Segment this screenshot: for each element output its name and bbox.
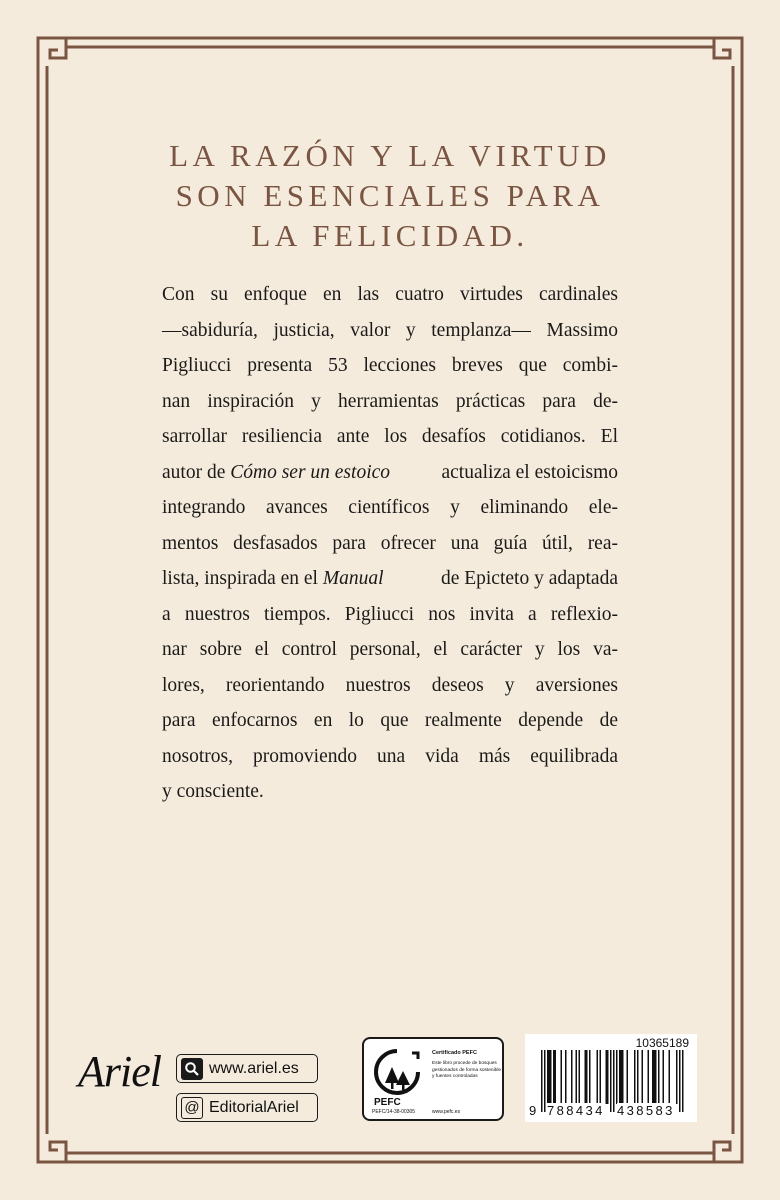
description-line (162, 561, 618, 597)
barcode-bar (619, 1050, 621, 1104)
greek-key-corner (714, 38, 742, 66)
barcode-bar (606, 1050, 608, 1104)
barcode-bar (585, 1050, 587, 1104)
internal-code: 10365189 (635, 1036, 689, 1050)
barcode-bar (597, 1050, 599, 1104)
description-line: a nuestros tiempos. Pigliucci nos invita a reflexio- (162, 603, 618, 625)
website-link[interactable]: www.ariel.es (209, 1059, 299, 1077)
greek-key-corner (714, 1134, 742, 1162)
description-line: y consciente. (162, 781, 264, 802)
barcode-bar (607, 1050, 609, 1104)
barcode-bar (676, 1050, 678, 1104)
barcode-bar (553, 1050, 555, 1104)
description-fragment: lista, inspirada en el Manual (162, 568, 384, 589)
barcode-bar (544, 1050, 546, 1112)
barcode-bar (655, 1050, 657, 1104)
pefc-text: Este libro procede de bosques gestionados de forma sostenible y fuentes controladas (432, 1061, 502, 1079)
description-line: Pigliucci presenta 53 lecciones breves que combi- (162, 355, 618, 376)
barcode-bar (679, 1050, 681, 1112)
barcode-bar (634, 1050, 636, 1104)
barcode-bar (579, 1050, 581, 1104)
barcode-bar (663, 1050, 665, 1104)
barcode-bar (648, 1050, 650, 1104)
pefc-mark: PEFC (374, 1097, 401, 1108)
barcode-bar (621, 1050, 623, 1104)
book-description (162, 277, 618, 810)
manual-title-reference: Manual (322, 568, 384, 589)
barcode-bar (622, 1050, 624, 1104)
pefc-certificate (362, 1037, 504, 1121)
isbn-barcode (525, 1034, 697, 1122)
pefc-code: PEFC/14-38-00305 (372, 1109, 416, 1115)
search-icon (181, 1058, 203, 1080)
barcode-bar (586, 1050, 588, 1104)
description-line: nar sobre el control personal, el carácter y los va- (162, 639, 618, 660)
website-badge[interactable] (176, 1054, 318, 1083)
headline-line-3: LA FELICIDAD. (251, 218, 529, 253)
barcode-left-group: 788434 (547, 1103, 605, 1118)
description-line: nosotros, promoviendo una vida más equilibrada (162, 745, 618, 767)
barcode-first-digit: 9 (529, 1103, 537, 1118)
description-fragment: autor de Cómo ser un estoico (162, 461, 391, 483)
barcode-bar (561, 1050, 563, 1104)
book-title-reference: Cómo ser un estoico (230, 461, 391, 483)
barcode-bar (669, 1050, 671, 1104)
social-badge[interactable] (176, 1093, 318, 1122)
barcode-bar (565, 1050, 567, 1104)
description-line (162, 455, 618, 491)
pefc-title: Certificado PEFC (432, 1050, 477, 1056)
barcode-bar (637, 1050, 639, 1104)
description-line: integrando avances científicos y eliminando ele- (162, 497, 618, 518)
barcode-bar (549, 1050, 551, 1104)
headline (0, 136, 780, 256)
barcode-bar (642, 1050, 644, 1104)
description-line: Con su enfoque en las cuatro virtudes cardinales (162, 284, 618, 305)
description-line: para enfocarnos en lo que realmente depende de (162, 710, 618, 731)
barcode-bar (541, 1050, 543, 1112)
barcode-bar (616, 1050, 618, 1104)
barcode-right-group: 438583 (617, 1103, 675, 1118)
ariel-logo: Ariel (78, 1047, 161, 1096)
barcode-bar (682, 1050, 684, 1112)
greek-key-corner (38, 1134, 66, 1162)
barcode-bar (576, 1050, 578, 1104)
barcode-bar (571, 1050, 573, 1104)
description-line: —sabiduría, justicia, valor y templanza— Massimo (162, 319, 618, 341)
description-line: sarrollar resiliencia ante los desafíos cotidianos. El (162, 426, 618, 447)
social-handle[interactable]: EditorialAriel (209, 1098, 299, 1116)
headline-line-1: LA RAZÓN Y LA VIRTUD (169, 138, 611, 173)
barcode-bar (547, 1050, 549, 1104)
description-fragment: de Epicteto y adaptada (440, 568, 618, 589)
barcode-bar (555, 1050, 557, 1104)
barcode-bar (658, 1050, 660, 1104)
description-fragment: actualiza el estoicismo (441, 461, 618, 483)
description-line: nan inspiración y herramientas prácticas para de- (162, 390, 618, 412)
headline-line-2: SON ESENCIALES PARA (175, 178, 605, 213)
pefc-tree-icon (372, 1047, 422, 1097)
greek-key-corner (38, 38, 66, 66)
barcode-bar (589, 1050, 591, 1104)
barcode-bar (610, 1050, 612, 1112)
barcode-bar (652, 1050, 654, 1104)
description-line: mentos desfasados para ofrecer una guía útil, rea- (162, 532, 618, 554)
barcode-bar (600, 1050, 602, 1104)
barcode-bar (654, 1050, 656, 1104)
pefc-url: www.pefc.es (432, 1109, 461, 1115)
barcode-bar (613, 1050, 615, 1112)
description-line: lores, reorientando nuestros deseos y aversiones (162, 674, 618, 696)
at-sign-icon: @ (181, 1097, 203, 1119)
barcode-bar (627, 1050, 629, 1104)
barcode-bar (550, 1050, 552, 1104)
